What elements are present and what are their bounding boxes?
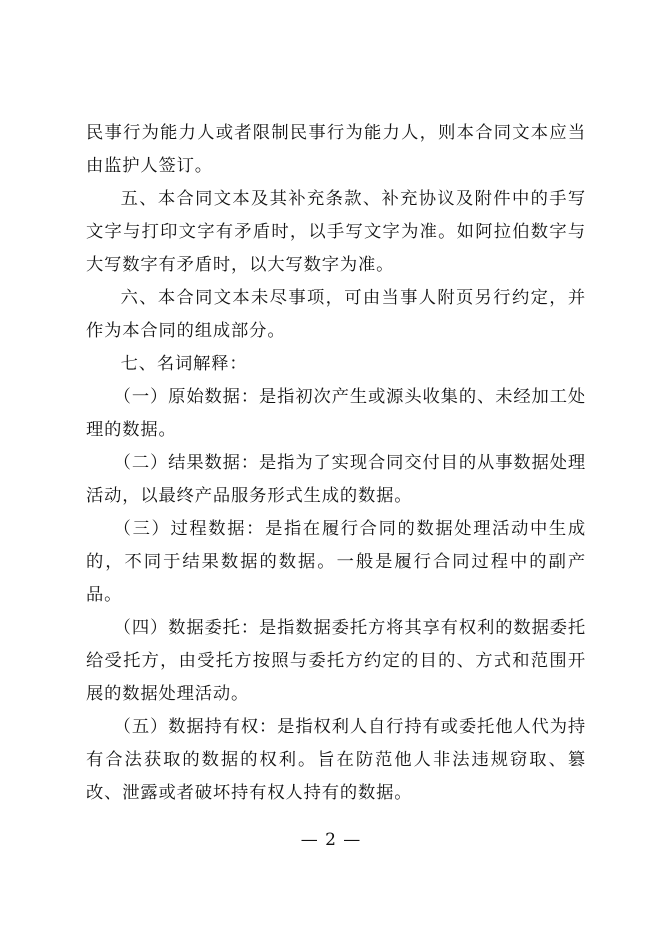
definition-data-holding-right: （五）数据持有权：是指权利人自行持有或委托他人代为持有合法获取的数据的权利。旨在防范他人非法违规窃取、篡改、泄露或者破坏持有权人持有的数据。: [86, 717, 586, 803]
definition-process-data: （三）过程数据：是指在履行合同的数据处理活动中生成的，不同于结果数据的数据。一般是履行合同过程中的副产品。: [86, 519, 586, 605]
paragraph-clause-seven-heading: 七、名词解释：: [120, 354, 248, 374]
paragraph-guardian-signing: 民事行为能力人或者限制民事行为能力人，则本合同文本应当由监护人签订。: [86, 123, 586, 176]
page-number: — 2 —: [300, 830, 362, 850]
definition-original-data: （一）原始数据：是指初次产生或源头收集的、未经加工处理的数据。: [86, 387, 586, 440]
paragraph-clause-five: 五、本合同文本及其补充条款、补充协议及附件中的手写文字与打印文字有矛盾时，以手写文字为准。如阿拉伯数字与大写数字有矛盾时，以大写数字为准。: [86, 189, 586, 275]
definition-data-entrustment: （四）数据委托：是指数据委托方将其享有权利的数据委托给受托方，由受托方按照与委托方约定的目的、方式和范围开展的数据处理活动。: [86, 618, 586, 704]
paragraph-clause-six: 六、本合同文本未尽事项，可由当事人附页另行约定，并作为本合同的组成部分。: [86, 288, 586, 341]
definition-result-data: （二）结果数据：是指为了实现合同交付目的从事数据处理活动，以最终产品服务形式生成的数据。: [86, 453, 586, 506]
document-body: [86, 117, 586, 810]
